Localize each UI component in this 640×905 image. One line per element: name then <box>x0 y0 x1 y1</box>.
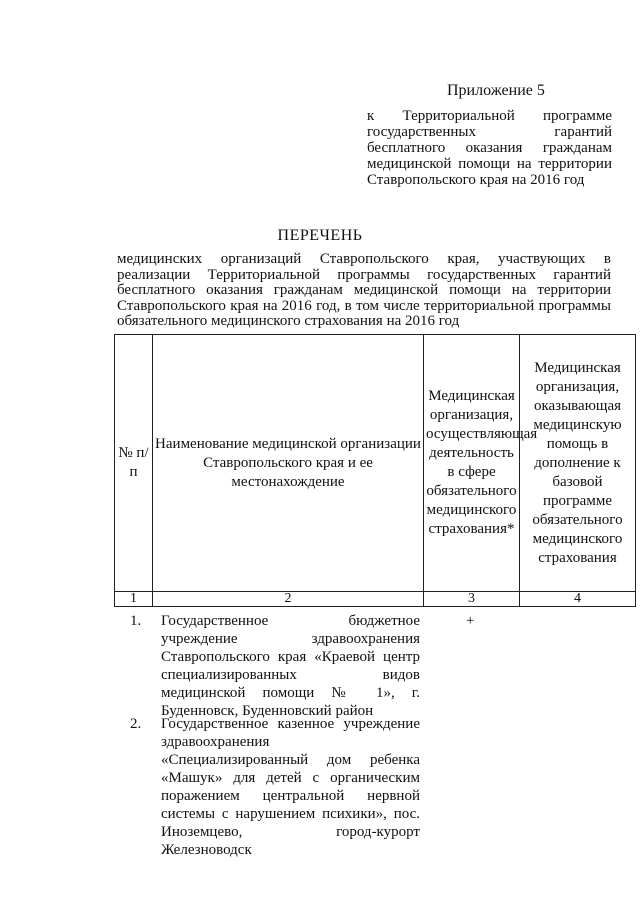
table-row <box>0 715 640 858</box>
organizations-table-header <box>114 334 636 607</box>
column-number-2: 2 <box>153 592 424 607</box>
column-header-oms: Медицинская организация, осуществляющая деятельность в сфере обязательного медицинского страхования* <box>424 335 520 592</box>
appendix-title: Приложение 5 <box>447 82 545 99</box>
row-number: 2. <box>130 716 142 732</box>
table-row <box>0 612 640 719</box>
column-number-4: 4 <box>520 592 636 607</box>
column-number-3: 3 <box>424 592 520 607</box>
row-number: 1. <box>130 613 142 629</box>
column-number-1: 1 <box>115 592 153 607</box>
appendix-description: к Территориальной программе государственных гарантий бесплатного оказания гражданам медицинской помощи на территории Ставропольского края на 2016 год <box>367 108 612 188</box>
document-title: ПЕРЕЧЕНЬ <box>277 227 363 244</box>
row-oms-mark: + <box>466 613 475 629</box>
row-organization-name: Государственное бюджетное учреждение здравоохранения Ставропольского края «Краевой центр специализированных видов медицинской помощи № 1», г. Буденновск, Буденновский район <box>161 613 420 719</box>
column-header-additional: Медицинская организация, оказывающая медицинскую помощь в дополнение к базовой программе обязательного медицинского страхования <box>520 335 636 592</box>
row-organization-name: Государственное казенное учреждение здравоохранения «Специализированный дом ребенка «Машук» для детей с органическим поражением центральной нервной системы с нарушением психики», пос. Иноземцево, город-курорт Железноводск <box>161 716 420 858</box>
column-header-number: № п/п <box>115 335 153 592</box>
document-subtitle: медицинских организаций Ставропольского края, участвующих в реализации Территориальной программы государственных гарантий бесплатного оказания гражданам медицинской помощи на территории Ставропольского края на 2016 год, в том числе территориальной программы обязательного медицинского страхования на 2016 год <box>117 251 611 329</box>
column-header-name: Наименование медицинской организации Ставропольского края и ее местонахождение <box>153 335 424 592</box>
